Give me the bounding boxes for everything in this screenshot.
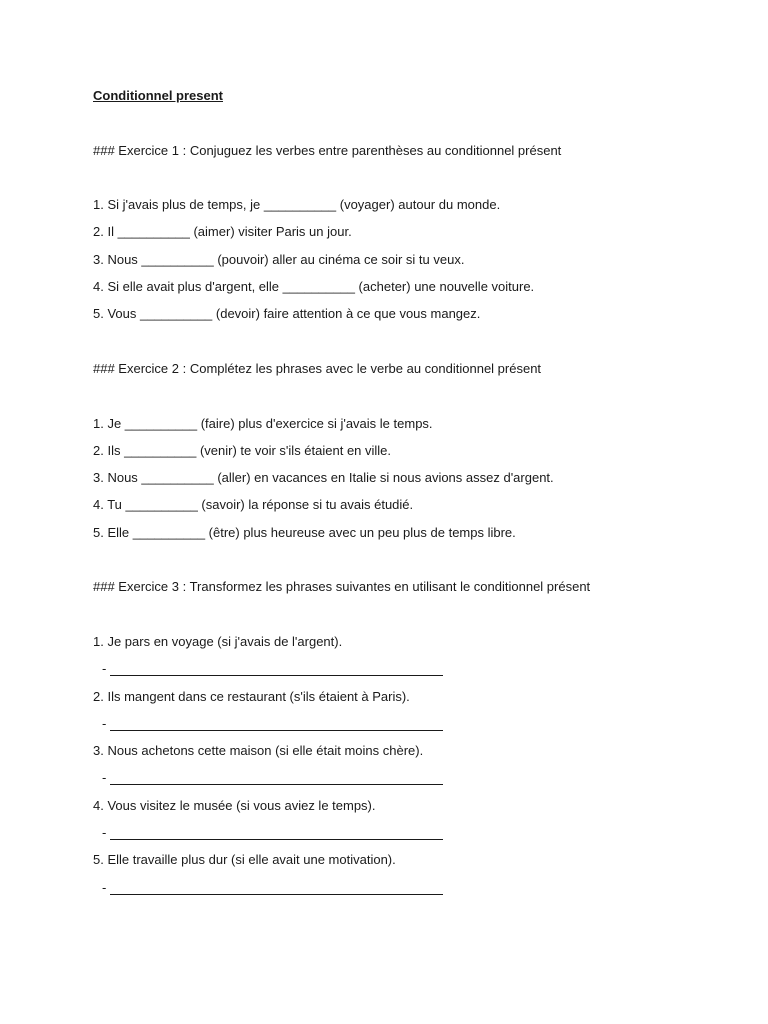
- exercise2-item: 2. Ils __________ (venir) te voir s'ils étaient en ville.: [93, 442, 392, 458]
- exercise3-item: 5. Elle travaille plus dur (si elle avait une motivation).: [93, 852, 396, 868]
- worksheet-page: [93, 87, 713, 906]
- answer-dash: -: [102, 770, 107, 786]
- spacer: [93, 551, 713, 578]
- exercise1-item: 5. Vous __________ (devoir) faire attention à ce que vous mangez.: [93, 306, 481, 322]
- exercise3-heading: ### Exercice 3 : Transformez les phrases suivantes en utilisant le conditionnel présent: [93, 579, 591, 595]
- exercise1-item: 2. Il __________ (aimer) visiter Paris un jour.: [93, 224, 352, 240]
- answer-line[interactable]: [93, 660, 713, 687]
- answer-blank[interactable]: [110, 826, 443, 840]
- exercise2-item: 3. Nous __________ (aller) en vacances en Italie si nous avions assez d'argent.: [93, 470, 554, 486]
- answer-line[interactable]: [93, 879, 713, 906]
- answer-blank[interactable]: [110, 662, 443, 676]
- spacer: [93, 169, 713, 196]
- exercise1-heading: ### Exercice 1 : Conjuguez les verbes entre parenthèses au conditionnel présent: [93, 142, 562, 158]
- answer-blank[interactable]: [110, 771, 443, 785]
- answer-line[interactable]: [93, 824, 713, 851]
- exercise1-item: 1. Si j'avais plus de temps, je __________ (voyager) autour du monde.: [93, 197, 501, 213]
- answer-line[interactable]: [93, 715, 713, 742]
- answer-line[interactable]: [93, 769, 713, 796]
- answer-dash: -: [102, 715, 107, 731]
- exercise1-item: 3. Nous __________ (pouvoir) aller au cinéma ce soir si tu veux.: [93, 251, 465, 267]
- answer-dash: -: [102, 825, 107, 841]
- page-title: Conditionnel present: [93, 88, 223, 103]
- exercise3-item: 4. Vous visitez le musée (si vous aviez le temps).: [93, 797, 376, 813]
- exercise3-item: 2. Ils mangent dans ce restaurant (s'ils étaient à Paris).: [93, 688, 410, 704]
- exercise2-item: 5. Elle __________ (être) plus heureuse avec un peu plus de temps libre.: [93, 524, 516, 540]
- exercise3-item: 1. Je pars en voyage (si j'avais de l'argent).: [93, 633, 343, 649]
- exercise2-heading: ### Exercice 2 : Complétez les phrases avec le verbe au conditionnel présent: [93, 360, 542, 376]
- spacer: [93, 333, 713, 360]
- spacer: [93, 387, 713, 414]
- spacer: [93, 114, 713, 141]
- exercise2-item: 4. Tu __________ (savoir) la réponse si tu avais étudié.: [93, 497, 414, 513]
- exercise2-item: 1. Je __________ (faire) plus d'exercice si j'avais le temps.: [93, 415, 433, 431]
- exercise3-item: 3. Nous achetons cette maison (si elle était moins chère).: [93, 743, 424, 759]
- answer-dash: -: [102, 879, 107, 895]
- answer-blank[interactable]: [110, 717, 443, 731]
- exercise1-item: 4. Si elle avait plus d'argent, elle __________ (acheter) une nouvelle voiture.: [93, 279, 535, 295]
- answer-dash: -: [102, 661, 107, 677]
- answer-blank[interactable]: [110, 881, 443, 895]
- spacer: [93, 606, 713, 633]
